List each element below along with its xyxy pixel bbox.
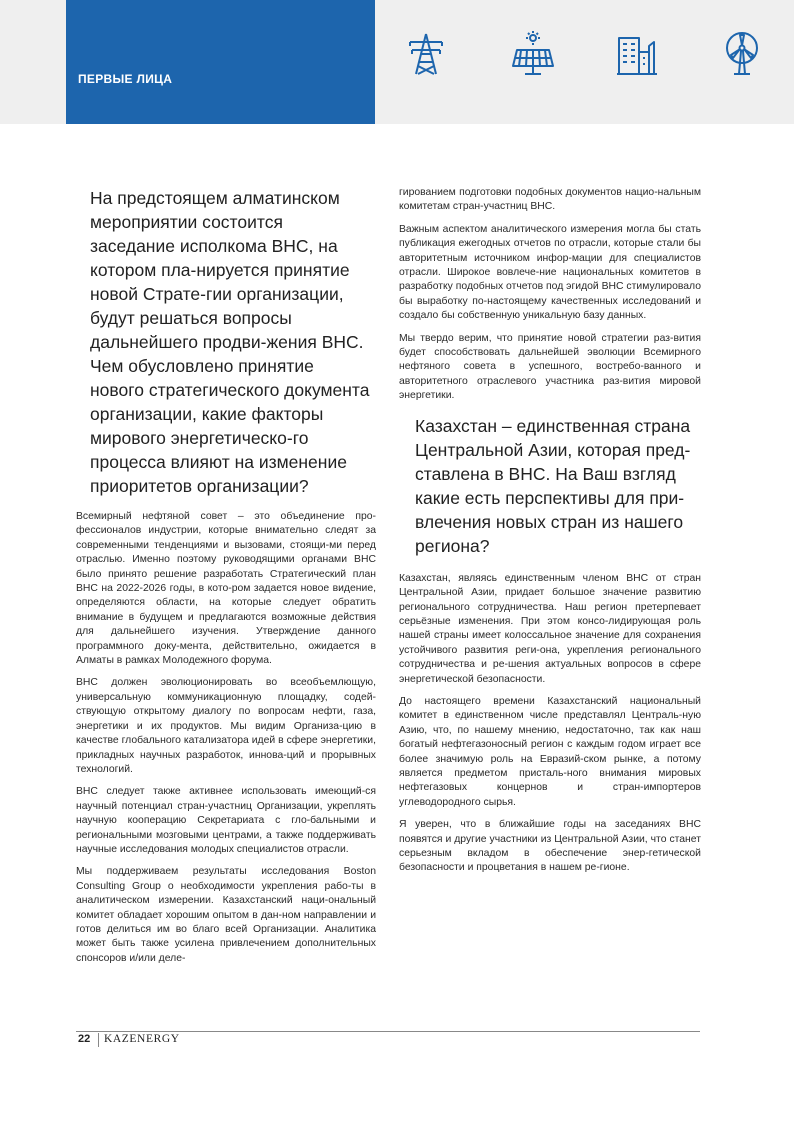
right-column (399, 186, 701, 884)
answer-paragraph: ВНС следует также активнее использовать имеющий-ся научный потенциал стран-участниц Организации, укреплять научную кооперацию Секретариата с гло-бальными и региональными мозговыми центрами, а также поддерживать научные исследования молодых специалистов отрасли. (76, 786, 376, 855)
power-tower-icon (402, 30, 450, 78)
solar-panel-icon (509, 30, 557, 78)
interview-question: Казахстан – единственная страна Центральной Азии, которая пред-ставлена в ВНС. На Ваш взгляд какие есть перспективы для при-влечения новых стран из нашего региона? (415, 415, 691, 556)
answer-paragraph: До настоящего времени Казахстанский национальный комитет в единственном числе представлял Централь-ную Азию, что, по нашему мнению, недостаточно, так как наш богатый нефтегазоносный регион с каждым годом играет все более значимую роль на Евразий-ском рынке, а потому является предметом присталь-ного внимания мировых нефтегазовых концернов и стран-импортеров углеводородного сырья. (399, 695, 701, 808)
section-label: ПЕРВЫЕ ЛИЦА (78, 72, 173, 86)
answer-paragraph: Всемирный нефтяной совет – это объединение про-фессионалов индустрии, которые внимательно следят за современными тенденциями и вызовами, стоящи-ми перед отраслью. Именно поэтому руководящими органами ВНС было принято решение разработать Стратегический план ВНС на 2022-2026 годы, в кото-ром задается новое видение, определяются области, на которые следует обратить внимание в будущем и предлагаются возможные действия для дальнейшего изучения. Утверждение данного программного доку-мента, действительно, ожидается в Алматы в рамках Молодежного форума. (76, 511, 376, 667)
section-banner (66, 0, 375, 124)
left-column (76, 186, 376, 974)
answer-paragraph: Мы поддерживаем результаты исследования Boston Consulting Group о необходимости укрепления рабо-ты в аналитическом измерении. Казахстанский наци-ональный комитет обладает хорошим опытом в дан-ном направлении и готов делиться им во благо всей Организации. Аналитика может быть также усилена привлечением дополнительных спонсоров и/или деле- (76, 866, 376, 964)
answer-paragraph: Я уверен, что в ближайшие годы на заседаниях ВНС появятся и другие участники из Центральной Азии, что станет серьезным вкладом в обеспечение энер-гетической безопасности и процветания в нашем ре-гионе. (399, 819, 701, 874)
answer-paragraph: Мы твердо верим, что принятие новой стратегии раз-вития будет способствовать дальнейшей эволюции Всемирного нефтяного совета в успешного, востребо-ванного и авторитетного отраслевого участника раз-вития мировой энергетики. (399, 332, 701, 402)
footer-brand: KAZENERGY (104, 1033, 180, 1045)
page-number: 22 (78, 1033, 91, 1045)
answer-paragraph: ВНС должен эволюционировать во всеобъемлющую, универсальную коммуникационную площадку, содей-ствующую открытому диалогу по вопросам нефти, газа, энергетики и их продуктов. Мы видим Организа-цию в качестве глобального катализатора идей в сфере энергетики, прикладных научных разработок, иннова-ций и прорывных технологий. (76, 677, 376, 775)
oil-refinery-icon (613, 30, 661, 78)
wind-turbine-icon (718, 30, 766, 78)
footer-divider (98, 1033, 99, 1047)
answer-paragraph: Казахстан, являясь единственным членом ВНС от стран Центральной Азии, придает большое значение развитию регионального сотрудничества. Наш регион претерпевает серьёзные изменения. При этом консо-лидирующая роль нашей страны имеет колоссальное значение для сохранения устойчивого развития реги-она, укрепления регионального сотрудничества и ре-шения актуальных вопросов в сфере энергетической безопасности. (399, 572, 701, 685)
answer-paragraph: Важным аспектом аналитического измерения могла бы стать публикация ежегодных отчетов по отрасли, которые стали бы авторитетным источником инфор-мации для специалистов отрасли. Широкое вовлече-ние национальных комитетов в разработку подобных отчетов под эгидой ВНС стимулировало бы выработку по-настоящему качественных исследований и создало бы собственную уникальную базу данных. (399, 223, 701, 322)
interview-question: На предстоящем алматинском мероприятии состоится заседание исполкома ВНС, на котором пла-нируется принятие новой Страте-гии организации, будут решаться вопросы дальнейшего продви-жения ВНС. Чем обусловлено принятие нового стратегического документа организации, какие факторы мирового энергетическо-го процесса влияют на изменение приоритетов организации? (90, 188, 370, 496)
answer-paragraph: гированием подготовки подобных документов нацио-нальным комитетам стран-участниц ВНС. (399, 187, 701, 213)
footer-rule (76, 1031, 700, 1032)
